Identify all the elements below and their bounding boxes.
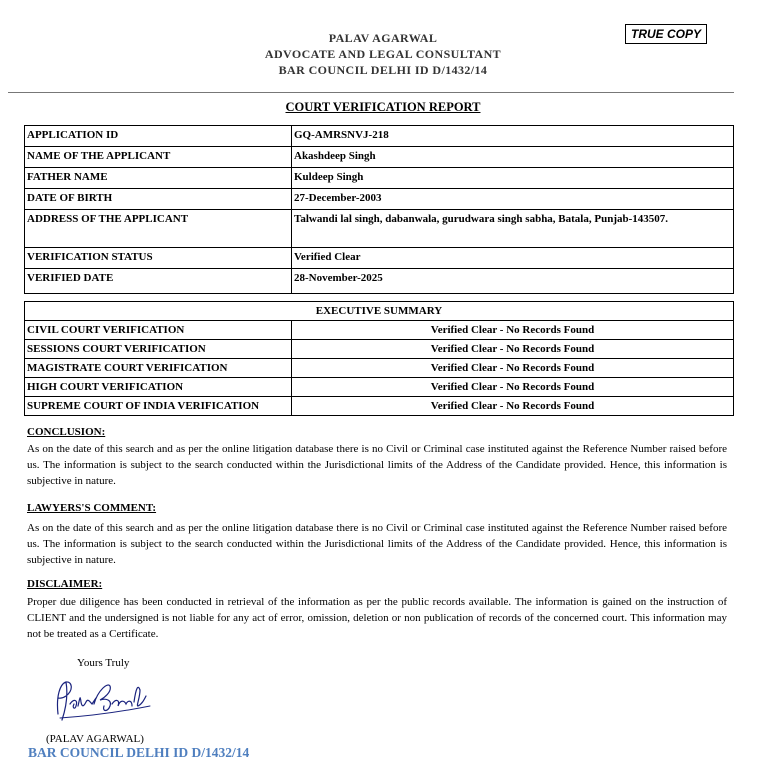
applicant-details-table bbox=[24, 125, 734, 294]
table-row bbox=[25, 210, 734, 248]
table-row bbox=[25, 248, 734, 269]
summary-value: Verified Clear - No Records Found bbox=[292, 340, 734, 359]
detail-value: Akashdeep Singh bbox=[292, 147, 734, 168]
summary-value: Verified Clear - No Records Found bbox=[292, 397, 734, 416]
table-row bbox=[25, 168, 734, 189]
report-title bbox=[0, 100, 766, 115]
table-row bbox=[25, 397, 734, 416]
detail-value: GQ-AMRSNVJ-218 bbox=[292, 126, 734, 147]
detail-key: VERIFICATION STATUS bbox=[25, 248, 292, 269]
table-row bbox=[25, 321, 734, 340]
true-copy-stamp: TRUE COPY bbox=[625, 24, 707, 44]
summary-value: Verified Clear - No Records Found bbox=[292, 378, 734, 397]
detail-key: FATHER NAME bbox=[25, 168, 292, 189]
report-title-text: COURT VERIFICATION REPORT bbox=[285, 100, 481, 114]
summary-key: MAGISTRATE COURT VERIFICATION bbox=[25, 359, 292, 378]
table-row bbox=[25, 126, 734, 147]
closing-text: Yours Truly bbox=[77, 657, 130, 669]
detail-value: Talwandi lal singh, dabanwala, gurudwara singh sabha, Batala, Punjab-143507. bbox=[292, 210, 734, 248]
summary-value: Verified Clear - No Records Found bbox=[292, 359, 734, 378]
table-row bbox=[25, 378, 734, 397]
detail-value: Verified Clear bbox=[292, 248, 734, 269]
lawyers-comment-title: LAWYERS'S COMMENT: bbox=[27, 502, 157, 514]
summary-value: Verified Clear - No Records Found bbox=[292, 321, 734, 340]
summary-key: SESSIONS COURT VERIFICATION bbox=[25, 340, 292, 359]
table-row bbox=[25, 147, 734, 168]
handwritten-signature bbox=[50, 676, 160, 726]
detail-key: VERIFIED DATE bbox=[25, 269, 292, 294]
summary-key: CIVIL COURT VERIFICATION bbox=[25, 321, 292, 340]
lawyers-comment-text: As on the date of this search and as per the online litigation database there is no Civil or Criminal case instituted against the Reference Number raised before us. The information is subject to the search conducted within the Jurisdictional limits of the Address of the Candidate provided. Hence, this information is subjective in nature. bbox=[27, 522, 727, 566]
table-row bbox=[25, 302, 734, 321]
executive-summary-table bbox=[24, 301, 734, 416]
detail-key: DATE OF BIRTH bbox=[25, 189, 292, 210]
summary-heading: EXECUTIVE SUMMARY bbox=[25, 302, 734, 321]
conclusion-text: As on the date of this search and as per the online litigation database there is no Civil or Criminal case instituted against the Reference Number raised before us. The information is subject to the search conducted within the Jurisdictional limits of the Address of the Candidate provided. Hence, this information is subjective in nature. bbox=[27, 443, 727, 487]
detail-key: NAME OF THE APPLICANT bbox=[25, 147, 292, 168]
detail-value: 28-November-2025 bbox=[292, 269, 734, 294]
header-divider bbox=[8, 92, 734, 93]
signatory-bar-id: BAR COUNCIL DELHI ID D/1432/14 bbox=[28, 745, 250, 760]
table-row bbox=[25, 359, 734, 378]
table-row bbox=[25, 189, 734, 210]
summary-key: HIGH COURT VERIFICATION bbox=[25, 378, 292, 397]
signatory-name: (PALAV AGARWAL) bbox=[46, 733, 144, 745]
advocate-bar-id: BAR COUNCIL DELHI ID D/1432/14 bbox=[278, 63, 488, 77]
detail-value: Kuldeep Singh bbox=[292, 168, 734, 189]
detail-key: ADDRESS OF THE APPLICANT bbox=[25, 210, 292, 248]
table-row bbox=[25, 340, 734, 359]
summary-key: SUPREME COURT OF INDIA VERIFICATION bbox=[25, 397, 292, 416]
disclaimer-text: Proper due diligence has been conducted in retrieval of the information as per the public records available. The information is gained on the instruction of CLIENT and the undersigned is not liable for any act of error, omission, deletion or non publication of records of the concerned court. This information may not be treated as a Certificate. bbox=[27, 596, 727, 640]
detail-value: 27-December-2003 bbox=[292, 189, 734, 210]
conclusion-title: CONCLUSION: bbox=[27, 426, 106, 438]
disclaimer-title: DISCLAIMER: bbox=[27, 578, 103, 590]
detail-key: APPLICATION ID bbox=[25, 126, 292, 147]
advocate-designation: ADVOCATE AND LEGAL CONSULTANT bbox=[264, 47, 502, 61]
advocate-name: PALAV AGARWAL bbox=[328, 31, 438, 45]
table-row bbox=[25, 269, 734, 294]
